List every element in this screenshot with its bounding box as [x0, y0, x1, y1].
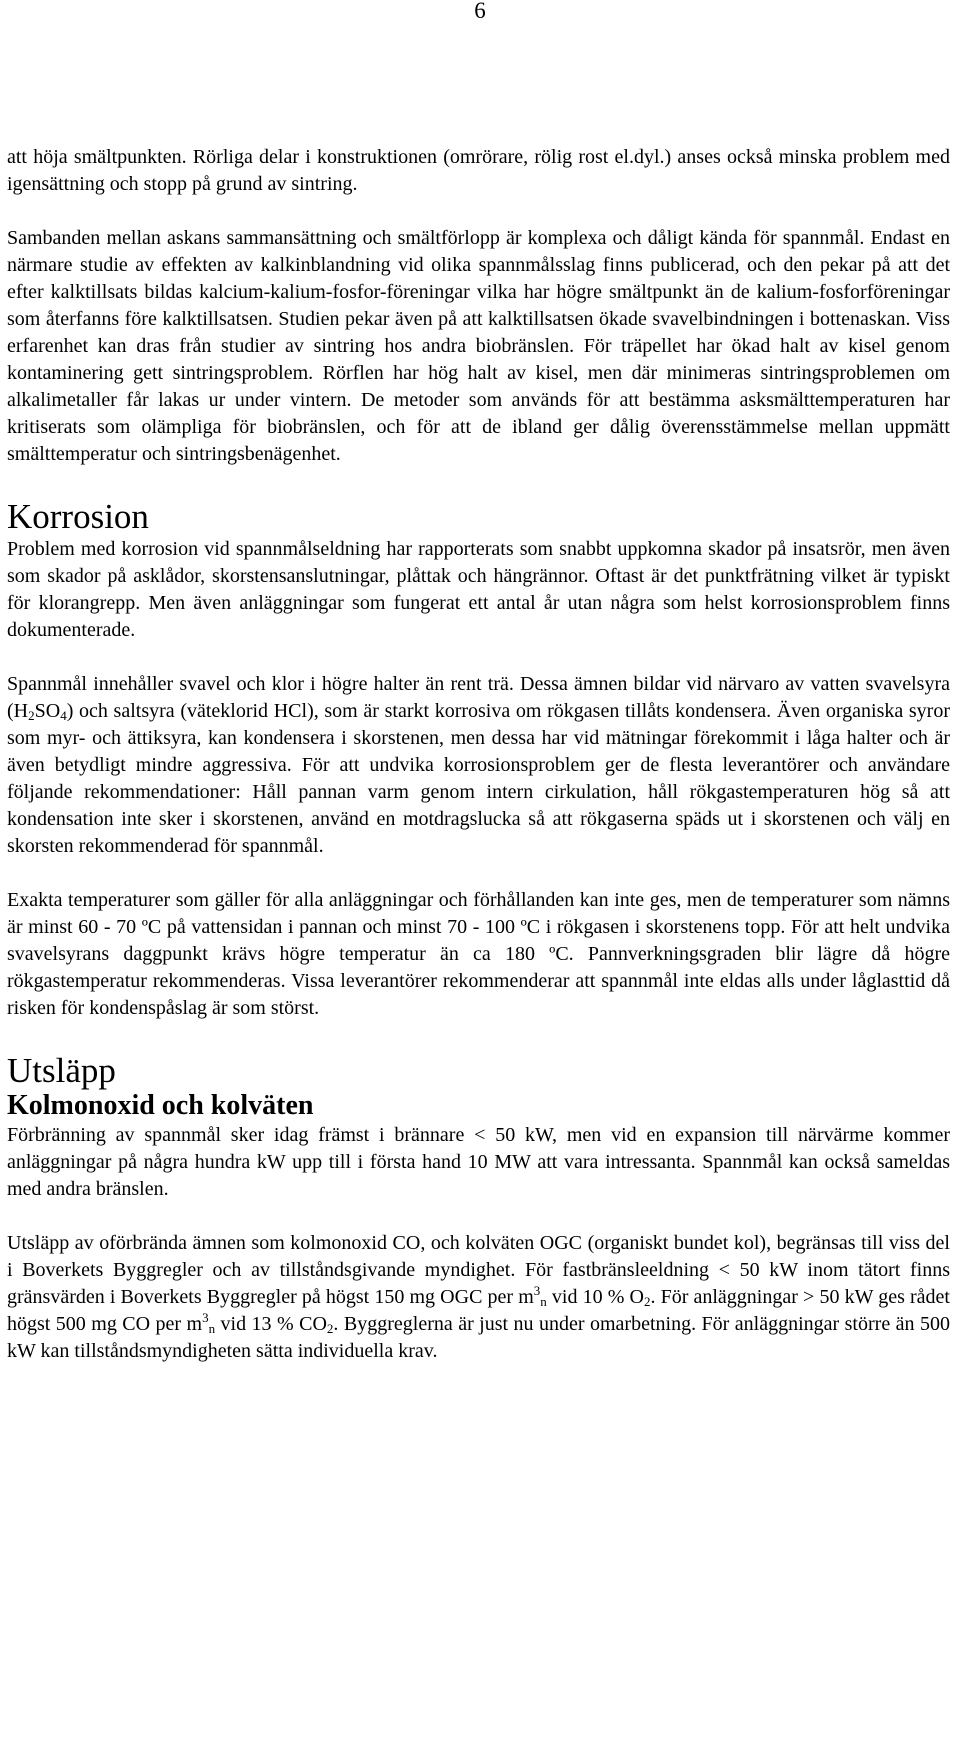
subscript: 4 — [60, 708, 67, 723]
paragraph-sintring-intro: att höja smältpunkten. Rörliga delar i konstruktionen (omrörare, rölig rost el.dyl.) anses också minska problem med igensättning och stopp på grund av sintring. — [7, 146, 950, 195]
text-span: Spannmål innehåller svavel och klor i högre halter än rent trä. Dessa ämnen bildar vid närvaro av vatten svavelsyra (H — [7, 673, 950, 722]
subscript: 2 — [28, 708, 35, 723]
page-number: 6 — [474, 0, 486, 23]
text-span: SO — [34, 700, 61, 722]
document-body — [7, 144, 950, 1365]
paragraph-askans-sammansattning: Sambanden mellan askans sammansättning och smältförlopp är komplexa och dåligt kända för spannmål. Endast en närmare studie av effekten av kalkinblandning vid olika spannmålsslag finns publicerad, och den pekar på att det efter kalktillsats bildas kalcium-kalium-fosfor-föreningar vilka har högre smältpunkt än de kalium-fosforföreningar som återfanns före kalktillsatsen. Studien pekar även på att kalktillsatsen ökade svavelbindningen i bottenaskan. Viss erfarenhet kan dras från studier av sintring hos andra biobränslen. För träpellet har ökad halt av kisel genom kontaminering gett sintringsproblem. Rörflen har hög halt av kisel, men där minimeras sintringsproblemen om alkalimetaller får lakas ur under vintern. De metoder som används för att bestämma asksmälttemperaturen har kritiserats som olämpliga för biobränslen, och för att de ibland ger dålig överensstämmelse mellan uppmätt smälttemperatur och sintringsbenägenhet. — [7, 227, 950, 465]
paragraph-svavel-klor — [7, 671, 950, 860]
superscript: 3 — [202, 1310, 209, 1325]
subscript: n — [208, 1321, 216, 1336]
text-span: Utsläpp av oförbrända ämnen som kolmonoxid CO, och kolväten OGC (organiskt bundet kol), begränsas till viss del i Boverkets Byggregler och av tillståndsgivande myndighet. För fastbränsleeldning < 50 kW inom tätort finns gränsvärden i Boverkets Byggregler på högst 150 mg OGC per m — [7, 1232, 950, 1308]
subscript: 2 — [643, 1294, 651, 1309]
paragraph-korrosion-problem: Problem med korrosion vid spannmålseldning har rapporterats som snabbt uppkomna skador på insatsrör, men även som skador på asklådor, skorstensanslutningar, plåttak och hängrännor. Oftast är det punktfrätning vilket är typiskt för klorangrepp. Men även anläggningar som fungerat ett antal år utan några som helst korrosionsproblem finns dokumenterade. — [7, 538, 950, 641]
paragraph-utslapp-ogc — [7, 1230, 950, 1365]
paragraph-temperaturer: Exakta temperaturer som gäller för alla anläggningar och förhållanden kan inte ges, men de temperaturer som nämns är minst 60 - 70 ºC på vattensidan i pannan och minst 70 - 100 ºC i rökgasen i skorstenens topp. För att helt undvika svavelsyrans daggpunkt krävs högre temperatur än ca 180 ºC. Pannverkningsgraden blir lägre då högre rökgastemperatur rekommenderas. Vissa leverantörer rekommenderar att spannmål inte eldas alls under låglasttid då risken för kondenspåslag är som störst. — [7, 889, 950, 1019]
text-span: vid 13 % CO — [215, 1313, 327, 1335]
heading-korrosion: Korrosion — [7, 497, 149, 536]
text-span: . För anläggningar > 50 kW ges rådet högst 500 mg CO per m — [7, 1286, 950, 1335]
text-span: vid 10 % O — [546, 1286, 644, 1308]
heading-utslapp: Utsläpp — [7, 1051, 116, 1090]
subscript: n — [540, 1294, 547, 1309]
heading-kolmonoxid: Kolmonoxid och kolväten — [7, 1090, 314, 1121]
subscript: 2 — [326, 1321, 334, 1336]
superscript: 3 — [533, 1283, 541, 1298]
text-span: ) och saltsyra (väteklorid HCl), som är starkt korrosiva om rökgasen tillåts kondensera. Även organiska syror som myr- och ättiksyra, kan kondensera i skorstenen, men dessa har vid mätningar förekommit i låga halter och är även betydligt mindre aggressiva. För att undvika korrosionsproblem ger de flesta leverantörer och användare följande rekommendationer: Håll pannan varm genom intern cirkulation, håll rökgastemperaturen hög så att kondensation inte sker i skorstenen, använd en motdragslucka så att rökgaserna späds ut i skorstenen och välj en skorsten rekommenderad för spannmål. — [7, 700, 950, 857]
text-span: . Byggreglerna är just nu under omarbetning. För anläggningar större än 500 kW kan tillståndsmyndigheten sätta individuella krav. — [7, 1313, 950, 1362]
paragraph-forbranning: Förbränning av spannmål sker idag främst i brännare < 50 kW, men vid en expansion till närvärme kommer anläggningar på några hundra kW upp till i första hand 10 MW att vara intressanta. Spannmål kan också sameldas med andra bränslen. — [7, 1124, 950, 1200]
